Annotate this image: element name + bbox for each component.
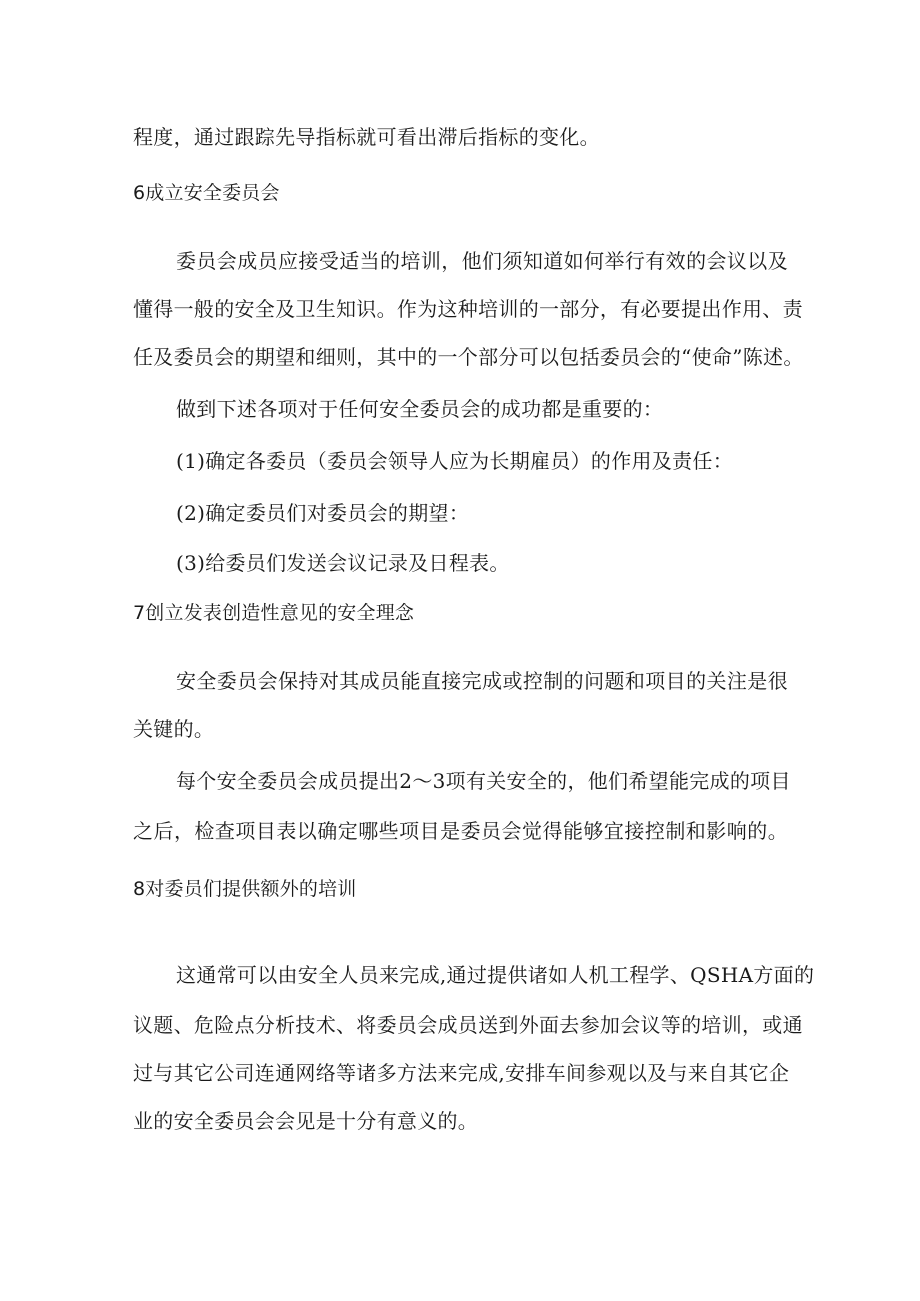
section-7-para-1-line-2: 关键的。 xyxy=(133,717,215,741)
section-6-item-1: (1)确定各委员（委员会领导人应为长期雇员）的作用及责任： xyxy=(176,449,734,473)
section-8-para-1-line-2: 议题、危险点分析技术、将委员会成员送到外面去参加会议等的培训，或通 xyxy=(133,1013,803,1037)
section-6-para-1-line-2: 懂得一般的安全及卫生知识。作为这种培训的一部分，有必要提出作用、责 xyxy=(133,297,803,321)
section-6-para-2: 做到下述各项对于任何安全委员会的成功都是重要的： xyxy=(176,397,664,421)
section-7-para-2-line-2: 之后，检查项目表以确定哪些项目是委员会觉得能够宜接控制和影响的。 xyxy=(133,819,788,843)
section-6-item-3: (3)给委员们发送会议记录及日程表。 xyxy=(176,551,510,575)
section-6-para-1-line-3: 任及委员会的期望和细则，其中的一个部分可以包括委员会的“使命”陈述。 xyxy=(133,345,804,369)
section-7-para-2-line-1: 每个安全委员会成员提出2～3项有关安全的，他们希望能完成的项目 xyxy=(176,769,791,793)
continuation-line: 程度，通过跟踪先导指标就可看出滞后指标的变化。 xyxy=(133,125,600,149)
section-6-item-2: (2)确定委员们对委员会的期望： xyxy=(176,501,470,525)
section-6-heading: 6成立安全委员会 xyxy=(133,182,280,204)
section-8-para-1-line-3: 过与其它公司连通网络等诸多方法来完成,安排车间参观以及与来自其它企 xyxy=(133,1061,790,1085)
section-8-para-1-line-4: 业的安全委员会会见是十分有意义的。 xyxy=(133,1109,479,1133)
section-7-para-1-line-1: 安全委员会保持对其成员能直接完成或控制的问题和项目的关注是很 xyxy=(176,669,788,693)
section-8-heading: 8对委员们提供额外的培训 xyxy=(133,878,357,900)
section-8-para-1-line-1: 这通常可以由安全人员来完成,通过提供诸如人机工程学、QSHA方面的 xyxy=(176,963,815,987)
section-6-para-1-line-1: 委员会成员应接受适当的培训，他们须知道如何举行有效的会议以及 xyxy=(176,249,788,273)
section-7-heading: 7创立发表创造性意见的安全理念 xyxy=(133,602,415,624)
